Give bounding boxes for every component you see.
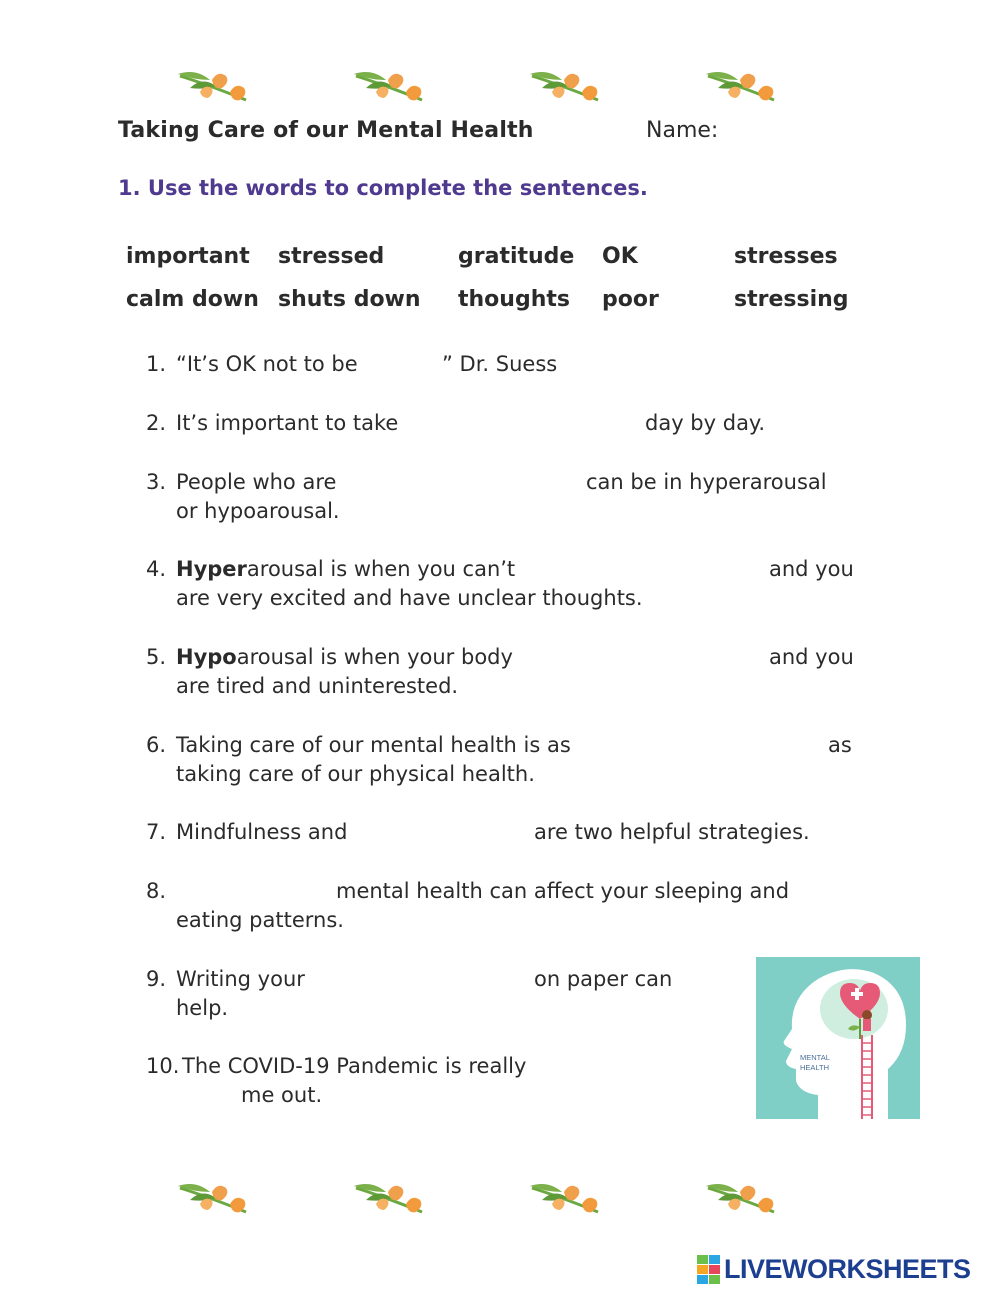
question-text: taking care of our physical health. (176, 762, 535, 786)
question-text: The COVID-19 Pandemic is really (182, 1054, 527, 1078)
name-label: Name: (646, 118, 719, 143)
tulip-icon (352, 1178, 430, 1224)
mental-health-illustration (756, 957, 920, 1119)
question-text: People who are (176, 470, 337, 494)
question-number: 7. (146, 820, 167, 844)
instruction-heading: 1. Use the words to complete the sentences. (118, 176, 648, 200)
question-text: Writing your (176, 967, 305, 991)
liveworksheets-logo-icon (697, 1255, 721, 1285)
question-text: Taking care of our mental health is as (176, 733, 571, 757)
word-bank-item: thoughts (458, 287, 570, 312)
question-number: 1. (146, 352, 167, 376)
question-text: mental health can affect your sleeping and (336, 879, 790, 903)
tulip-icon (528, 66, 606, 112)
question-text: can be in hyperarousal (586, 470, 827, 494)
question-text: ” Dr. Suess (442, 352, 558, 376)
question-text-part: arousal is when your body (236, 645, 513, 669)
question-text: Mindfulness and (176, 820, 348, 844)
question-text: are two helpful strategies. (534, 820, 810, 844)
question-number: 4. (146, 557, 167, 581)
bold-prefix: Hyper (176, 557, 247, 581)
question-text: and you (769, 557, 854, 581)
question-text: as (828, 733, 852, 757)
image-label: MENTAL (800, 1053, 830, 1062)
question-text: me out. (241, 1083, 323, 1107)
word-bank-item: shuts down (278, 287, 421, 312)
question-number: 3. (146, 470, 167, 494)
question-number: 5. (146, 645, 167, 669)
tulip-icon (176, 1178, 254, 1224)
tulip-icon (704, 1178, 782, 1224)
question-text (176, 643, 513, 672)
tulip-icon (704, 66, 782, 112)
footer-logo-text: LIVEWORKSHEETS (724, 1254, 971, 1284)
question-text: are tired and uninterested. (176, 674, 459, 698)
word-bank-item: stresses (734, 244, 838, 269)
word-bank-item: poor (602, 287, 659, 312)
question-text: eating patterns. (176, 908, 344, 932)
question-text-part: arousal is when you can’t (246, 557, 516, 581)
question-text (176, 555, 515, 584)
tulip-icon (352, 66, 430, 112)
question-text: day by day. (645, 411, 766, 435)
tulip-icon (176, 66, 254, 112)
question-text: or hypoarousal. (176, 499, 340, 523)
question-text: and you (769, 645, 854, 669)
question-number: 6. (146, 733, 167, 757)
bold-prefix: Hypo (176, 645, 237, 669)
question-text: It’s important to take (176, 411, 399, 435)
word-bank-item: OK (602, 244, 638, 269)
question-text: on paper can (534, 967, 673, 991)
word-bank-item: gratitude (458, 244, 575, 269)
word-bank-item: important (126, 244, 250, 269)
question-text: help. (176, 996, 229, 1020)
image-label: HEALTH (800, 1063, 830, 1072)
question-number: 9. (146, 967, 167, 991)
word-bank-item: calm down (126, 287, 259, 312)
question-number: 2. (146, 411, 167, 435)
page-title: Taking Care of our Mental Health (118, 118, 534, 143)
tulip-icon (528, 1178, 606, 1224)
question-number: 8. (146, 879, 167, 903)
question-text: “It’s OK not to be (176, 352, 358, 376)
question-number: 10. (146, 1054, 180, 1078)
word-bank-item: stressing (734, 287, 849, 312)
word-bank-item: stressed (278, 244, 385, 269)
question-text: are very excited and have unclear thoughts. (176, 586, 643, 610)
